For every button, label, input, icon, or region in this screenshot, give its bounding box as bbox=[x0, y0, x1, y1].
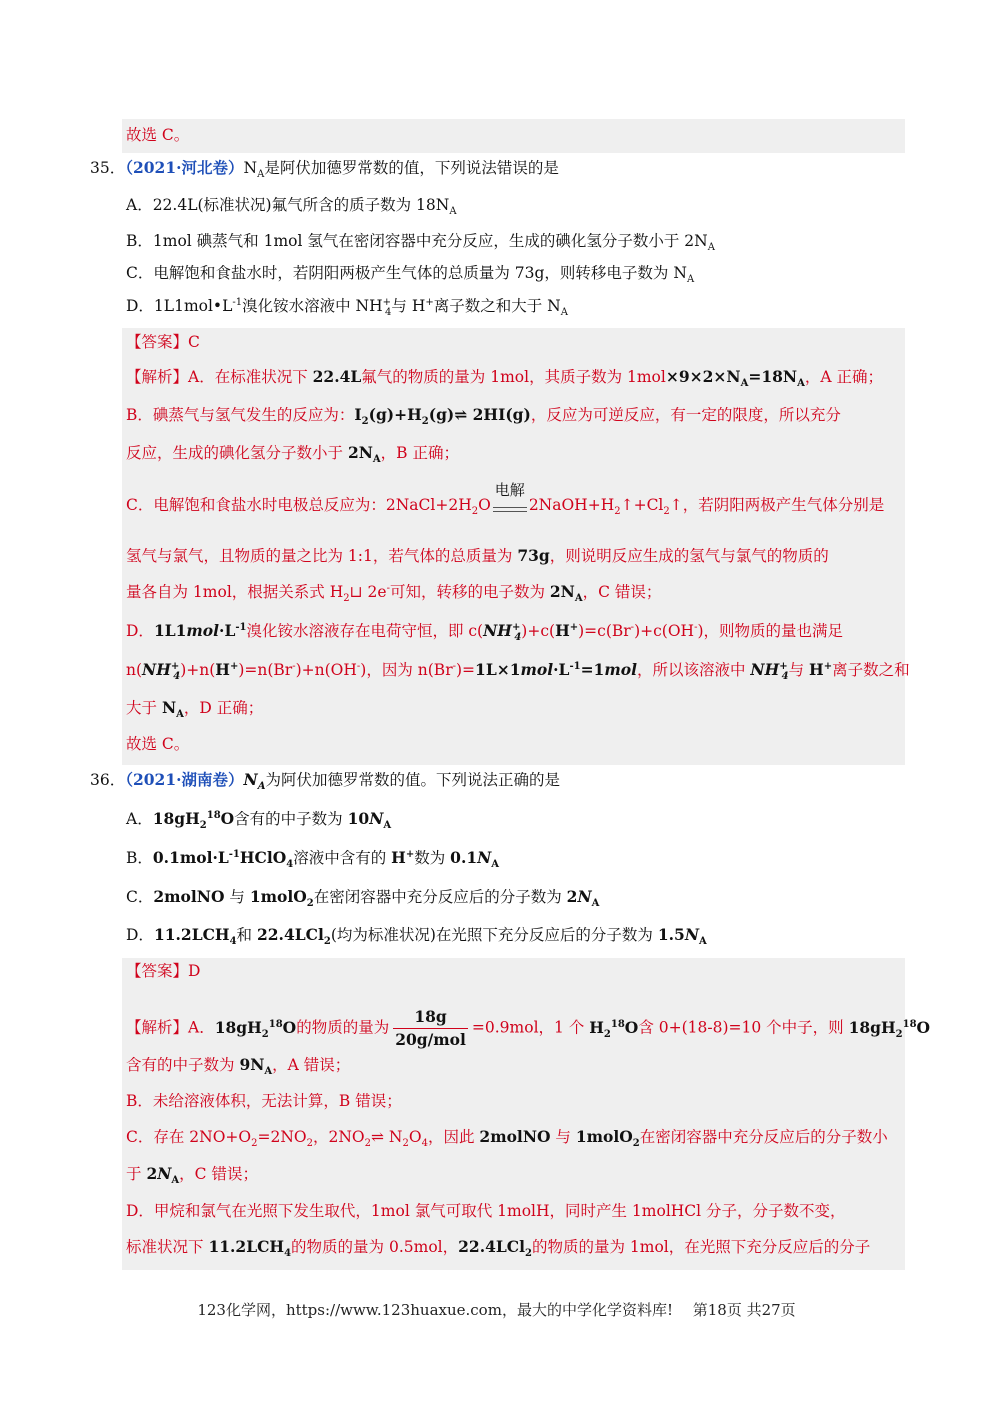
q36-option-a: A．$18gH_2^{18}O$含有的中子数为 $10N_A$ bbox=[126, 809, 392, 832]
q35-exp-c3: 量各自为 1mol，根据关系式 $H_2⊔$ 2e-可知，转移的电子数为 $2N_A$，C 错误； bbox=[126, 582, 662, 605]
page-footer: 123化学网，https://www.123huaxue.com，最大的中学化学资料库! 第18页 共27页 bbox=[197, 1301, 796, 1319]
q35-source: （2021·河北卷） bbox=[125, 158, 244, 177]
q35-stem: 35．（2021·河北卷）$N_A$是阿伏加德罗常数的值，下列说法错误的是 bbox=[90, 158, 559, 181]
top-choose: 故选 C。 bbox=[126, 126, 190, 144]
shade-q36-answer bbox=[122, 958, 905, 1270]
q35-option-b: B．1mol 碘蒸气和 1mol 氢气在密闭容器中充分反应，生成的碘化氢分子数小于 $2N_A$ bbox=[126, 232, 715, 254]
electrolysis-sign: 电解 bbox=[493, 501, 527, 512]
q36-exp-d1: D．甲烷和氯气在光照下发生取代，1mol 氯气可取代 1molH，同时产生 1molHCl 分子，分子数不变， bbox=[126, 1202, 846, 1220]
q36-exp-d2: 标准状况下 $11.2LCH_4$的物质的量为 0.5mol，22.4LCl$_2$的物质的量为 1mol，在光照下充分反应后的分子 bbox=[126, 1237, 871, 1260]
q35-exp-d3: 大于 $N_A$，D 正确； bbox=[126, 698, 264, 721]
q36-exp-b: B．未给溶液体积，无法计算，B 错误； bbox=[126, 1092, 402, 1110]
q36-exp-a1: 【解析】A．$18gH_2^{18}O$的物质的量为 $\frac{18g}{\text{20g/mol}}$ =0.9mol，1 个 $H_2^{18}O$含 0+(18-8)=10 个中子，则 $18gH_2^{18}O$ bbox=[126, 1007, 931, 1049]
fraction-18g-20gmol: $\frac{18g}{\text{20g/mol}}$ bbox=[395, 1007, 466, 1049]
q35-exp-c2: 氢气与氯气，且物质的量之比为 1:1，若气体的总质量为 73g，则说明反应生成的氢气与氯气的物质的 bbox=[126, 546, 829, 565]
q35-option-c: C．电解饱和食盐水时，若阴阳两极产生气体的总质量为 73g，则转移电子数为 $N_A$ bbox=[126, 264, 695, 286]
q35-option-d: D．$1L1mol•L^{-1}$溴化铵水溶液中 $NH^+_4$与 H+离子数之和大于 $N_A$ bbox=[126, 296, 568, 319]
q35-exp-d2: $n(NH^+_4)+n(H^+)=n(Br^-)+n(OH^-)$，因为 $n(Br^-)=1L\times 1mol\cdot L^{-1}=1mol$，所以该溶液中 $NH^+_4$与 H+离子数之和 bbox=[126, 660, 910, 683]
q35-option-a: A．22.4L(标准状况)氟气所含的质子数为 $18N_A$ bbox=[126, 196, 457, 218]
q35-exp-b1: B．碘蒸气与氢气发生的反应为：$I_2(g)+H_2(g)\rightleftharpoons$ 2HI(g)，反应为可逆反应，有一定的限度，所以充分 bbox=[126, 405, 841, 428]
q35-answer: 【答案】C bbox=[126, 333, 200, 351]
q36-option-c: C．2molNO 与 1molO$_2$在密闭容器中充分反应后的分子数为 $2N_A$ bbox=[126, 887, 600, 910]
q35-choose: 故选 C。 bbox=[126, 735, 190, 753]
q36-stem: 36．（2021·湖南卷）$N_A$为阿伏加德罗常数的值。下列说法正确的是 bbox=[90, 770, 560, 793]
shade-top bbox=[122, 119, 905, 153]
q35-exp-a: 【解析】A．在标准状况下 22.4L氟气的物质的量为 1mol，其质子数为 $1mol\times 9\times 2\times N_A=18N_A$，A 正确； bbox=[126, 367, 883, 390]
q36-source: （2021·湖南卷） bbox=[125, 770, 244, 789]
q36-answer: 【答案】D bbox=[126, 962, 201, 980]
q36-option-d: D．$11.2LCH_4$和 22.4LCl$_2$(均为标准状况)在光照下充分反应后的分子数为 $1.5N_A$ bbox=[126, 925, 707, 948]
q35-number: 35． bbox=[90, 159, 126, 177]
q36-number: 36． bbox=[90, 771, 126, 789]
q35-exp-d1: D．$1L1mol\cdot L^{-1}$溴化铵水溶液存在电荷守恒，即 $c(NH^+_4)+c(H^+)=c(Br^-)+c(OH^-)$，则物质的量也满足 bbox=[126, 621, 844, 644]
q36-option-b: B．$0.1mol\cdot L^{-1}HClO_4$溶液中含有的 H+数为 $0.1N_A$ bbox=[126, 848, 500, 871]
q36-exp-c1: C．存在 $2NO+O_2=2NO_2$，$2NO_2\rightleftharpoons$ $N_2O_4$，因此 2molNO 与 1molO$_2$在密闭容器中充分反应后的分子数小 bbox=[126, 1127, 888, 1150]
q35-exp-c1: C．电解饱和食盐水时电极总反应为：$2NaCl+2H_2O$ 电解 $2NaOH+H_2↑+Cl_2↑$，若阴阳两极产生气体分别是 bbox=[126, 480, 885, 518]
q35-exp-b2: 反应，生成的碘化氢分子数小于 $2N_A$，B 正确； bbox=[126, 443, 459, 466]
q36-exp-c2: 于 $2N_A$，C 错误； bbox=[126, 1164, 258, 1187]
q36-exp-a2: 含有的中子数为 $9N_A$，A 错误； bbox=[126, 1055, 351, 1078]
